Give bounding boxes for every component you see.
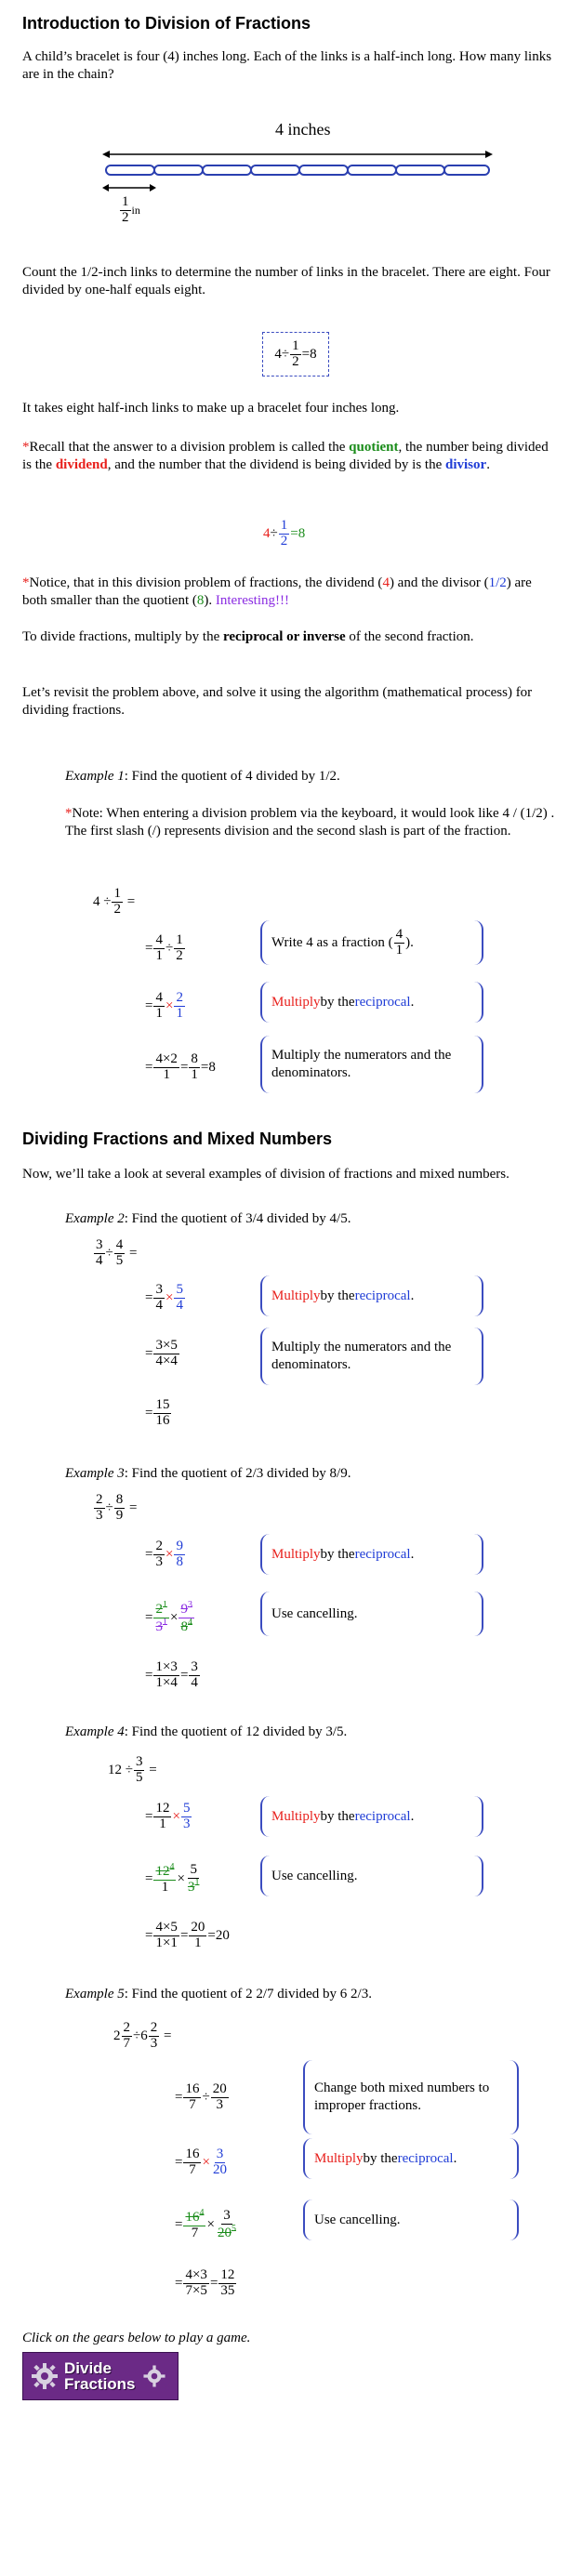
section2-intro: Now, we’ll take a look at several examples of division of fractions and mixed numbers. — [22, 1167, 509, 1182]
bracelet-links-svg — [102, 147, 493, 203]
ex4-result: = $\frac{4\times 5}{1\times 1}$ = $\frac{20}{1}$ = 20 — [145, 1920, 230, 1950]
example3-heading: Example 3: Find the quotient of 2/3 divided by 8/9. — [65, 1466, 351, 1481]
ex3-step2: = $\frac{2^1}{3^1}$ × $\frac{9^3}{8^4}$ — [145, 1600, 192, 1634]
ex2-step0: $\frac{3}{4}$ ÷ $\frac{4}{5}$ = — [96, 1237, 138, 1268]
example1-heading: Example 1: Find the quotient of 4 divided by 1/2. — [65, 769, 340, 784]
notice-paragraph: *Notice, that in this division problem of fractions, the dividend (4) and the divisor (1/2) are both smaller than the quotient (8). Interesting!!! — [22, 575, 532, 608]
ex3-note-multiply: Multiply by the reciprocal . — [260, 1534, 483, 1575]
ex1-note-multiply: Multiply by the reciprocal . — [260, 982, 483, 1023]
gear-icon-small — [141, 2363, 167, 2389]
ex5-note-multiply: Multiply by the reciprocal . — [303, 2138, 519, 2179]
ex2-step1: = $\frac{3}{4}$ × $\frac{5}{4}$ — [145, 1282, 183, 1313]
section-title-intro: Introduction to Division of Fractions — [22, 14, 311, 33]
ex4-note-cancel: Use cancelling. — [260, 1856, 483, 1896]
example2-heading: Example 2: Find the quotient of 3/4 divided by 4/5. — [65, 1211, 351, 1226]
section-title-mixed: Dividing Fractions and Mixed Numbers — [22, 1129, 333, 1148]
ex5-step0: 2 $\frac{2}{7}$ ÷ 6 $\frac{2}{3}$ = — [113, 2020, 172, 2051]
ex5-note-change: Change both mixed numbers to improper fractions. — [303, 2060, 519, 2134]
ex2-note-mult-num-den: Multiply the numerators and the denominators. — [260, 1328, 483, 1385]
ex5-note-cancel: Use cancelling. — [303, 2200, 519, 2240]
ex4-note-multiply: Multiply by the reciprocal . — [260, 1796, 483, 1837]
ex2-result: = $\frac{15}{16}$ — [145, 1397, 170, 1428]
diagram-length-label: 4 inches — [275, 120, 331, 139]
recall-paragraph: *Recall that the answer to a division problem is called the quotient, the number being divided is the dividend, and the number that the dividend is being divided by is the divisor. — [22, 440, 549, 472]
ex4-step0: 12 ÷ $\frac{3}{5}$ = — [108, 1754, 157, 1785]
ex5-step2: = $\frac{16}{7}$ × $\frac{3}{20}$ — [175, 2147, 227, 2177]
ex1-note-write4: Write 4 as a fraction ( $\frac{4}{1}$ ). — [260, 920, 483, 965]
ex3-step1: = $\frac{2}{3}$ × $\frac{9}{8}$ — [145, 1539, 183, 1569]
ex3-note-cancel: Use cancelling. — [260, 1592, 483, 1636]
revisit-paragraph: Let’s revisit the problem above, and solve it using the algorithm (mathematical process) for dividing fractions. — [22, 685, 533, 718]
ex2-step2: = $\frac{3\times 5}{4\times 4}$ — [145, 1338, 178, 1368]
gear-icon — [29, 2360, 60, 2392]
ex2-note-multiply: Multiply by the reciprocal . — [260, 1275, 483, 1316]
ex3-step0: $\frac{2}{3}$ ÷ $\frac{8}{9}$ = — [96, 1492, 138, 1523]
ex4-step1: = $\frac{12}{1}$ × $\frac{5}{3}$ — [145, 1801, 191, 1831]
link-length-label: $\frac{1}{2}$ in — [122, 194, 140, 225]
intro-paragraph: A child’s bracelet is four (4) inches long. Each of the links is a half-inch long. How many links are in the chain? — [22, 49, 552, 82]
takes-paragraph: It takes eight half-inch links to make up a bracelet four inches long. — [22, 401, 400, 416]
ex5-step3: = $\frac{16^4}{7}$ × $\frac{3}{20^5}$ — [175, 2208, 236, 2240]
ex5-step1: = $\frac{16}{7}$ ÷ $\frac{20}{3}$ — [175, 2081, 227, 2112]
count-paragraph: Count the 1/2-inch links to determine the number of links in the bracelet. There are eight. Four divided by one-half equals eight. — [22, 265, 550, 297]
ex5-result: = $\frac{4\times 3}{7\times 5}$ = $\frac{12}{35}$ — [175, 2267, 235, 2298]
divide-fractions-game-button[interactable] — [22, 2352, 179, 2400]
ex1-step2: = $\frac{4}{1}$ × $\frac{2}{1}$ — [145, 990, 183, 1021]
ex1-step3: = $\frac{4\times 2}{1}$ = $\frac{8}{1}$ = 8 — [145, 1051, 216, 1082]
ex1-step1: = $\frac{4}{1}$ ÷ $\frac{1}{2}$ — [145, 932, 183, 963]
example4-heading: Example 4: Find the quotient of 12 divided by 3/5. — [65, 1724, 348, 1739]
ex3-result: = $\frac{1\times 3}{1\times 4}$ = $\frac{3}{4}$ — [145, 1659, 198, 1690]
example1-note: *Note: When entering a division problem via the keyboard, it would look like 4 / (1/2) . The first slash (/) represents division and the second slash is part of the fraction. — [65, 806, 555, 839]
divide-rule-paragraph: To divide fractions, multiply by the reciprocal or inverse of the second fraction. — [22, 629, 474, 644]
colored-equation: 4 ÷ $\frac{1}{2}$ = 8 — [263, 518, 306, 548]
ex4-step2: = $\frac{12^4}{1}$ × $\frac{5}{3^1}$ — [145, 1862, 200, 1895]
button-label-line2: Fractions — [64, 2375, 136, 2393]
button-label-line1: Divide — [64, 2359, 112, 2377]
boxed-equation: 4 ÷ $\frac{1}{2}$ = 8 — [262, 332, 329, 376]
gears-instruction: Click on the gears below to play a game. — [22, 2331, 251, 2345]
ex1-note-mult-num-den: Multiply the numerators and the denominators. — [260, 1036, 483, 1093]
bracelet-diagram — [102, 119, 493, 249]
ex1-step0: 4 ÷ $\frac{1}{2}$ = — [93, 886, 136, 917]
example5-heading: Example 5: Find the quotient of 2 2/7 divided by 6 2/3. — [65, 1987, 372, 2001]
